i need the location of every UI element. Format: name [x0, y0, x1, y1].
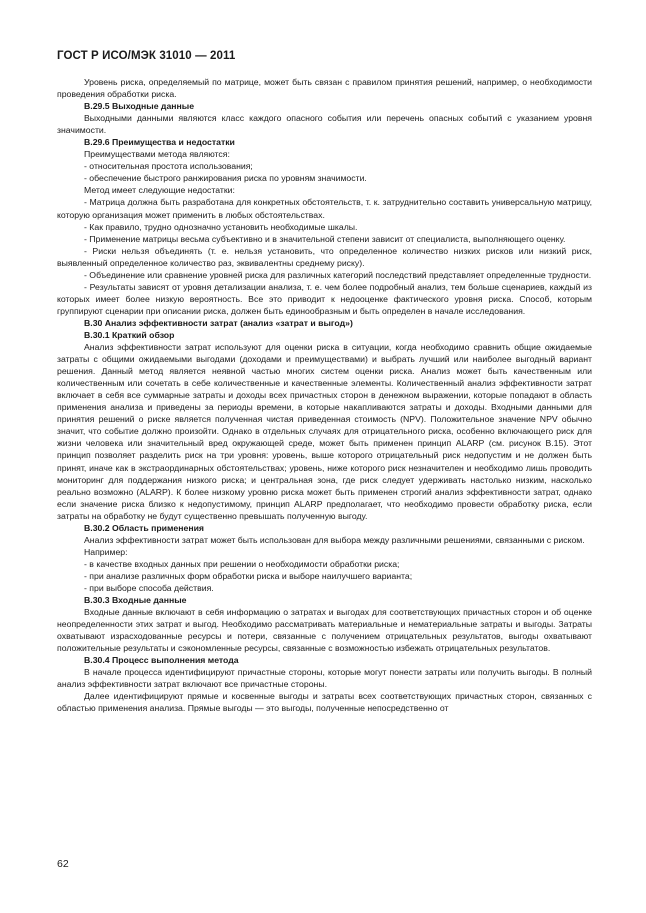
body-paragraph: Метод имеет следующие недостатки: [84, 185, 235, 196]
body-paragraph: - Как правило, трудно однозначно установить необходимые шкалы. [84, 221, 358, 232]
section-heading: В.29.6 Преимущества и недостатки [84, 137, 235, 148]
body-paragraph: Уровень риска, определяемый по матрице, может быть связан с правилом принятия решений, например, о необходимости проведения обработки риска. [57, 77, 592, 100]
document-body [57, 76, 592, 714]
section-heading: В.30 Анализ эффективности затрат (анализ «затрат и выгод») [84, 317, 353, 328]
body-paragraph: - Применение матрицы весьма субъективно и в значительной степени зависит от специалиста, выполняющего оценку. [84, 233, 566, 244]
document-header: ГОСТ Р ИСО/МЭК 31010 — 2011 [57, 50, 236, 62]
body-paragraph: - Риски нельзя объединять (т. е. нельзя установить, что определенное количество низких рисков или низкий риск, выявленный определенное количество раз, эквивалентны среднему риску). [57, 245, 592, 268]
body-paragraph: Выходными данными являются класс каждого опасного события или перечень опасных событий с указанием уровня значимости. [57, 113, 592, 136]
body-paragraph: - обеспечение быстрого ранжирования риска по уровням значимости. [84, 173, 367, 184]
section-heading: В.30.1 Краткий обзор [84, 329, 175, 340]
page-number: 62 [57, 858, 69, 870]
body-paragraph: Например: [84, 546, 128, 557]
body-paragraph: Анализ эффективности затрат используют для оценки риска в ситуации, когда необходимо сравнить общие ожидаемые затраты с общими ожидаемыми выгодами (доходами и преимуществами) и выбрать лучший или наиболее выгодный вариант решения. Данный метод является неявной частью многих систем оценки риска. Анализ может быть качественным или количественным или сочетать в себе количественные и качественные элементы. Количественный анализ эффективности затрат включает в себя все суммарные затраты и доходы всех причастных сторон в денежном выражении, которые попадают в область применения анализа и приведены за периоды времени, в которые накапливаются затраты и доходы. Входными данными для принятия решений о риске является полученная чистая приведенная стоимость (NPV). Положительное значение NPV обычно значит, что событие должно произойти. Однако в отдельных случаях для отрицательного риска, особенно включающего риск для жизни человека или значительный вред окружающей среде, может быть применен принцип ALARP (см. рисунок В.15). Этот принцип позволяет разделить риск на три уровня: уровень, выше которого отрицательный риск недопустим и не должен быть принят, иначе как в экстраординарных обстоятельствах; уровень, ниже которого риск незначителен и необходимо лишь проводить мониторинг для поддержания низкого риска; и центральная зона, где риск следует удерживать настолько низким, насколько реально возможно (ALARP). К более низкому уровню риска может быть применен строгий анализ эффективности затрат, однако если значение риска близко к недопустимому, принцип ALARP предполагает, что необходимо провести обработку риска, если затраты на обработку не будут существенно превышать полученную выгоду. [57, 342, 592, 521]
body-paragraph: Анализ эффективности затрат может быть использован для выбора между различными решениями, связанными с риском. [84, 534, 585, 545]
body-paragraph: Входные данные включают в себя информацию о затратах и выгодах для соответствующих причастных сторон и об оценке неопределенности этих затрат и выгод. Необходимо рассматривать материальные и нематериальные затраты и выгоды. Затраты охватывают израсходованные ресурсы и потери, связанные с получением отрицательных результатов, выгоды охватывают положительные результаты и сэкономленные ресурсы, связанные с возможностью избежать отрицательных результатов. [57, 607, 592, 654]
section-heading: В.29.5 Выходные данные [84, 101, 195, 112]
body-paragraph: - относительная простота использования; [84, 161, 253, 172]
body-paragraph: - в качестве входных данных при решении о необходимости обработки риска; [84, 558, 400, 569]
body-paragraph: В начале процесса идентифицируют причастные стороны, которые могут понести затраты или получить выгоды. В полный анализ эффективности затрат включают все причастные стороны. [57, 667, 592, 690]
body-paragraph: - Результаты зависят от уровня детализации анализа, т. е. чем более подробный анализ, тем больше сценариев, каждый из которых имеет более низкую вероятность. Все это приводит к недооценке фактического уровня риска. Способ, которым группируют сценарии при описании риска, должен быть единообразным и быть определен в начале исследования. [57, 281, 592, 316]
body-paragraph: Далее идентифицируют прямые и косвенные выгоды и затраты всех соответствующих причастных сторон, связанных с областью применения анализа. Прямые выгоды — это выгоды, полученные непосредственно от [57, 691, 592, 714]
section-heading: В.30.4 Процесс выполнения метода [84, 655, 239, 666]
body-paragraph: - Матрица должна быть разработана для конкретных обстоятельств, т. к. затруднительно составить универсальную матрицу, которую организация может применить в любых обстоятельствах. [57, 197, 592, 220]
body-paragraph: Преимуществами метода являются: [84, 149, 230, 160]
body-paragraph: - при анализе различных форм обработки риска и выборе наилучшего варианта; [84, 570, 413, 581]
body-paragraph: - Объединение или сравнение уровней риска для различных категорий последствий представляет определенные трудности. [84, 269, 592, 280]
section-heading: В.30.2 Область применения [84, 522, 204, 533]
section-heading: В.30.3 Входные данные [84, 595, 187, 606]
body-paragraph: - при выборе способа действия. [84, 582, 214, 593]
